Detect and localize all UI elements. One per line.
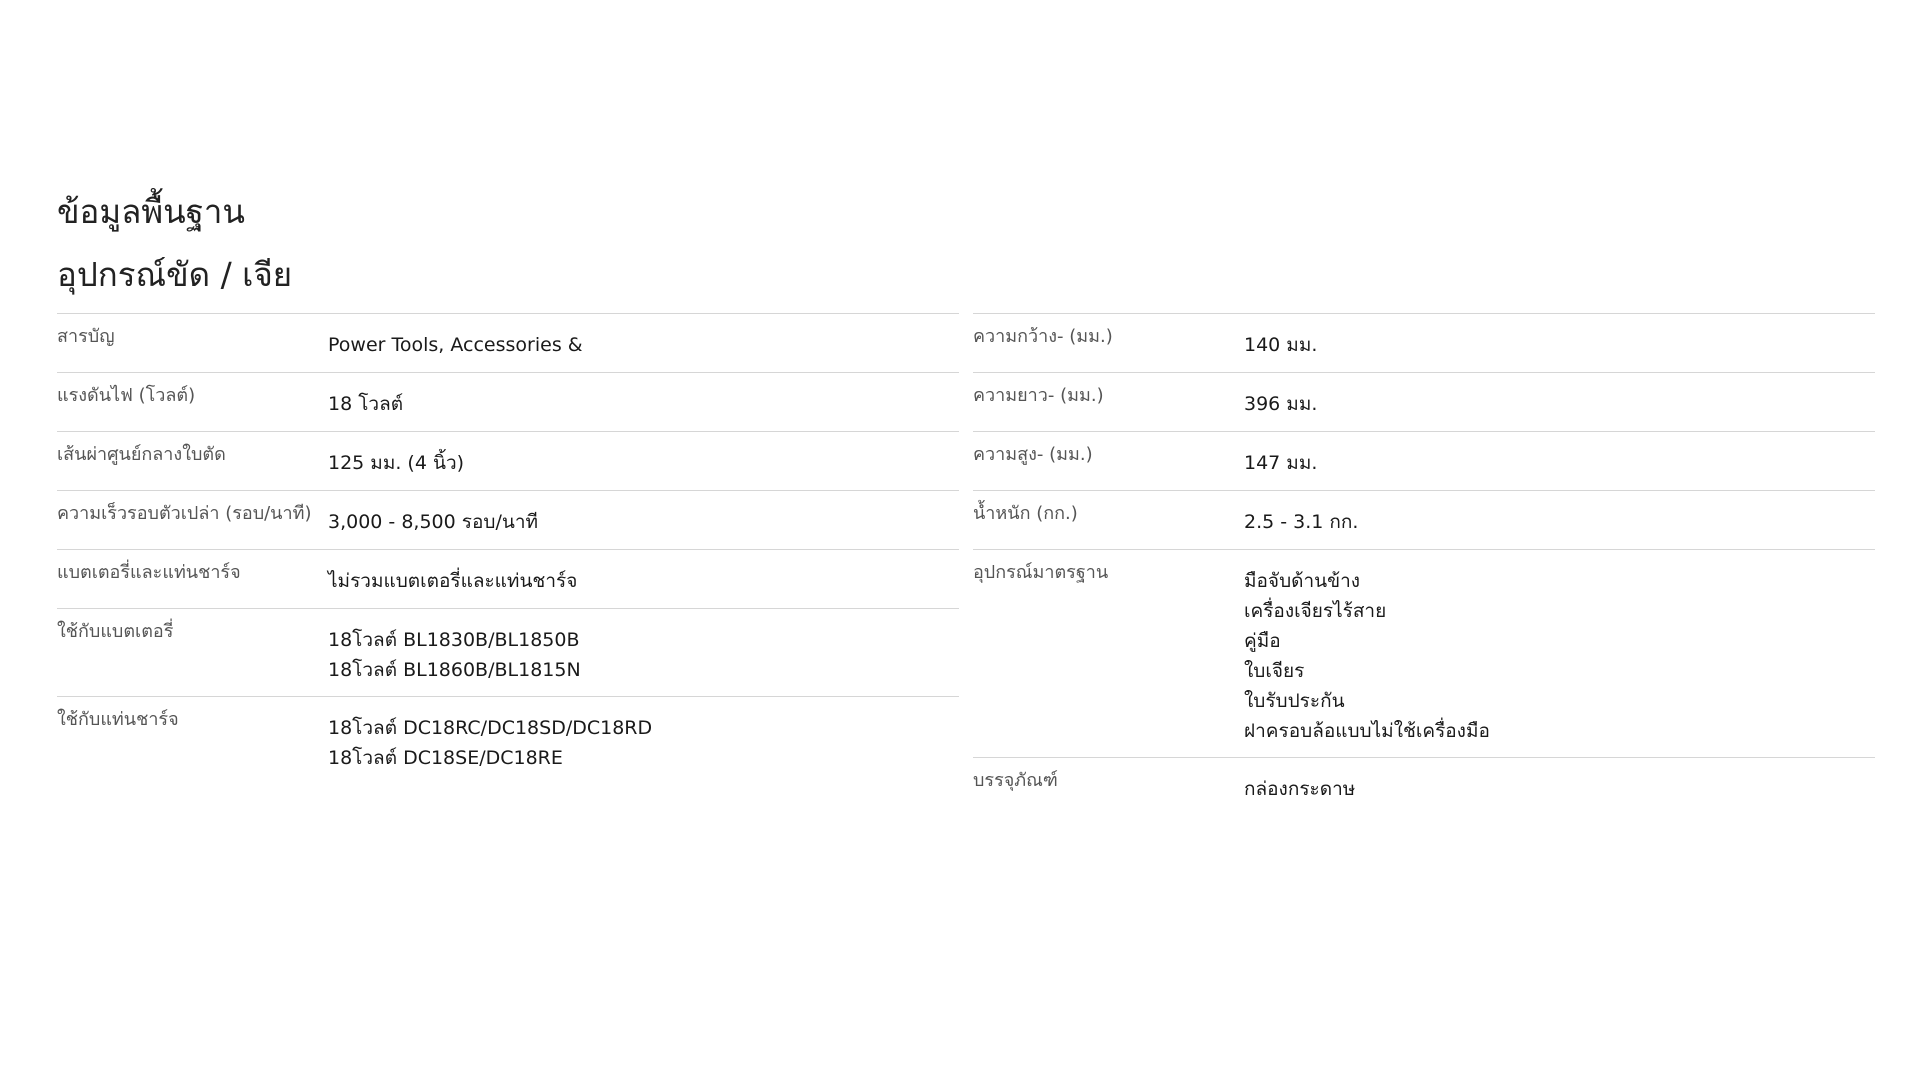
section-subtitle: อุปกรณ์ขัด / เจีย xyxy=(57,255,293,294)
spec-value-line: 18โวลต์ BL1860B/BL1815N xyxy=(328,659,581,681)
spec-value-line: ใบรับประกัน xyxy=(1244,690,1345,712)
spec-value-line: 125 มม. (4 นิ้ว) xyxy=(328,452,465,474)
spec-value-line: ใบเจียร xyxy=(1244,660,1305,682)
spec-value xyxy=(328,432,959,490)
spec-label: สารบัญ xyxy=(57,326,115,347)
spec-row-wheel-diameter xyxy=(57,431,959,490)
spec-value-line: 18 โวลต์ xyxy=(328,393,404,415)
spec-row-length xyxy=(973,372,1875,431)
headings xyxy=(57,190,292,297)
spec-label: ความสูง- (มม.) xyxy=(973,444,1093,465)
spec-value-line: 2.5 - 3.1 กก. xyxy=(1244,511,1359,533)
spec-value-line: ฝาครอบล้อแบบไม่ใช้เครื่องมือ xyxy=(1244,720,1490,742)
spec-value xyxy=(1244,314,1875,372)
spec-label: ความกว้าง- (มม.) xyxy=(973,326,1113,347)
spec-label: แรงดันไฟ (โวลต์) xyxy=(57,385,196,406)
spec-value-line: 147 มม. xyxy=(1244,452,1318,474)
spec-row-category xyxy=(57,313,959,372)
spec-value-line: เครื่องเจียรไร้สาย xyxy=(1244,600,1387,622)
spec-row-battery-charger xyxy=(57,549,959,608)
spec-value-line: กล่องกระดาษ xyxy=(1244,778,1356,800)
spec-value xyxy=(328,314,959,372)
spec-row-voltage xyxy=(57,372,959,431)
spec-value-line: 3,000 - 8,500 รอบ/นาที xyxy=(328,511,539,533)
spec-label: อุปกรณ์มาตรฐาน xyxy=(973,562,1109,583)
spec-value xyxy=(328,697,959,784)
spec-value xyxy=(328,609,959,696)
spec-value xyxy=(1244,758,1875,816)
spec-row-compatible-chargers xyxy=(57,696,959,784)
spec-value-line: คู่มือ xyxy=(1244,630,1281,652)
spec-value-line: 140 มม. xyxy=(1244,334,1318,356)
spec-value xyxy=(328,373,959,431)
spec-row-width xyxy=(973,313,1875,372)
spec-row-standard-equipment xyxy=(973,549,1875,757)
spec-value xyxy=(1244,373,1875,431)
spec-value xyxy=(328,491,959,549)
spec-value-line: 396 มม. xyxy=(1244,393,1318,415)
spec-label: เส้นผ่าศูนย์กลางใบตัด xyxy=(57,444,226,465)
spec-value xyxy=(1244,550,1875,757)
spec-value xyxy=(1244,491,1875,549)
spec-label: บรรจุภัณฑ์ xyxy=(973,770,1058,791)
spec-row-height xyxy=(973,431,1875,490)
spec-value-line: มือจับด้านข้าง xyxy=(1244,570,1361,592)
spec-value-line: ไม่รวมแบตเตอรี่และแท่นชาร์จ xyxy=(328,570,578,592)
spec-row-weight xyxy=(973,490,1875,549)
spec-label: ความเร็วรอบตัวเปล่า (รอบ/นาที) xyxy=(57,503,312,524)
spec-label: ความยาว- (มม.) xyxy=(973,385,1104,406)
spec-label: ใช้กับแท่นชาร์จ xyxy=(57,709,179,730)
spec-value-line: 18โวลต์ DC18SE/DC18RE xyxy=(328,747,563,769)
spec-label: ใช้กับแบตเตอรี่ xyxy=(57,621,174,642)
spec-label: น้ำหนัก (กก.) xyxy=(973,503,1078,524)
spec-value-line: 18โวลต์ BL1830B/BL1850B xyxy=(328,629,580,651)
spec-row-no-load-speed xyxy=(57,490,959,549)
spec-row-packaging xyxy=(973,757,1875,816)
spec-table-right xyxy=(973,313,1875,816)
spec-row-compatible-batteries xyxy=(57,608,959,696)
spec-value xyxy=(328,550,959,608)
spec-label: แบตเตอรี่และแท่นชาร์จ xyxy=(57,562,241,583)
spec-value-line: 18โวลต์ DC18RC/DC18SD/DC18RD xyxy=(328,717,653,739)
spec-table-left xyxy=(57,313,959,784)
spec-value xyxy=(1244,432,1875,490)
spec-value-line: Power Tools, Accessories & xyxy=(328,334,583,356)
section-title: ข้อมูลพื้นฐาน xyxy=(57,192,245,231)
